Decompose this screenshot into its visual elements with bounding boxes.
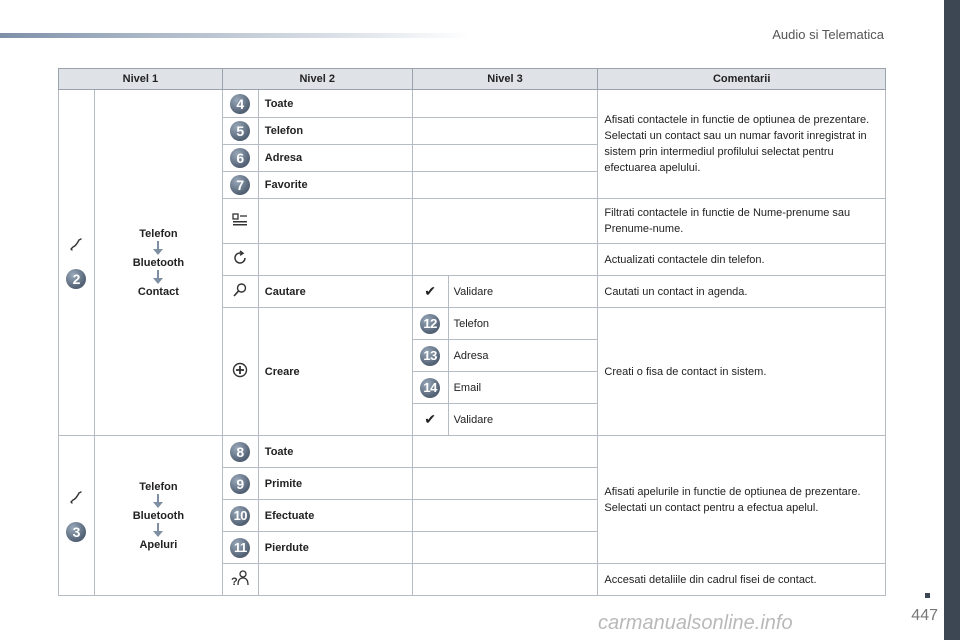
option-toate: Toate — [258, 436, 412, 468]
contact-card-sort-icon — [232, 218, 248, 230]
step-badge: 3 — [66, 522, 86, 542]
path-bluetooth: Bluetooth — [132, 509, 185, 522]
comment-details: Accesati detaliile din cadrul fisei de contact. — [598, 564, 886, 596]
menu-table — [58, 68, 886, 596]
comment-search: Cautati un contact in agenda. — [598, 276, 886, 308]
arrow-down-icon — [153, 270, 163, 284]
add-circle-icon — [232, 369, 248, 381]
comment-text: Afisati apelurile in functie de optiunea de prezentare. Selectati un contact pentru a efectua apelul. — [604, 485, 861, 514]
option-create-adresa: Adresa — [448, 340, 598, 372]
level1-contacts-cell — [59, 90, 95, 436]
refresh-icon — [232, 257, 248, 269]
table-header-row — [59, 69, 886, 90]
comment-contacts-display — [598, 90, 886, 199]
option-validare: Validare — [448, 276, 598, 308]
option-pierdute: Pierdute — [258, 532, 412, 564]
step-badge: 10 — [230, 506, 250, 526]
calls-path — [94, 436, 222, 596]
option-adresa: Adresa — [258, 145, 412, 172]
watermark: carmanualsonline.info — [598, 612, 793, 634]
header-nivel-3: Nivel 3 — [412, 69, 598, 90]
comment-create: Creati o fisa de contact in sistem. — [598, 308, 886, 436]
step-badge: 7 — [230, 175, 250, 195]
step-badge: 9 — [230, 474, 250, 494]
table-row — [59, 436, 886, 468]
option-creare: Creare — [258, 308, 412, 436]
path-telefon: Telefon — [139, 227, 178, 240]
header-gradient-bar — [0, 33, 470, 38]
page-side-tab — [944, 0, 960, 640]
path-contact: Contact — [137, 285, 179, 298]
svg-text:?: ? — [231, 576, 239, 587]
table-row — [59, 90, 886, 118]
phone-icon — [60, 236, 93, 255]
header-comentarii: Comentarii — [598, 69, 886, 90]
continue-marker — [925, 593, 930, 598]
step-badge: 4 — [230, 94, 250, 114]
path-telefon: Telefon — [139, 480, 178, 493]
search-icon — [232, 289, 248, 301]
arrow-down-icon — [153, 494, 163, 508]
header-nivel-1: Nivel 1 — [59, 69, 223, 90]
option-cautare: Cautare — [258, 276, 412, 308]
step-badge: 11 — [230, 538, 250, 558]
comment-filter: Filtrati contactele in functie de Nume-prenume sau Prenume-nume. — [598, 199, 886, 244]
phone-icon — [60, 489, 93, 508]
step-badge: 12 — [420, 314, 440, 334]
comment-refresh: Actualizati contactele din telefon. — [598, 244, 886, 276]
step-badge: 6 — [230, 148, 250, 168]
contacts-path — [94, 90, 222, 436]
page-number: 447 — [911, 607, 938, 624]
option-favorite: Favorite — [258, 172, 412, 199]
option-telefon: Telefon — [258, 118, 412, 145]
arrow-down-icon — [153, 241, 163, 255]
contact-details-icon — [230, 578, 250, 590]
option-efectuate: Efectuate — [258, 500, 412, 532]
step-badge: 14 — [420, 378, 440, 398]
checkmark-icon: ✔ — [424, 283, 436, 299]
header-nivel-2: Nivel 2 — [222, 69, 412, 90]
path-bluetooth: Bluetooth — [132, 256, 185, 269]
option-create-telefon: Telefon — [448, 308, 598, 340]
step-badge: 5 — [230, 121, 250, 141]
option-create-email: Email — [448, 372, 598, 404]
comment-calls-display — [598, 436, 886, 564]
option-create-validare: Validare — [448, 404, 598, 436]
option-primite: Primite — [258, 468, 412, 500]
comment-text: Afisati contactele in functie de optiunea de prezentare. Selectati un contact sau un numar favorit inregistrat in sistem prin intermediul profilului selectat pentru efectuarea apelului. — [604, 114, 870, 174]
option-toate: Toate — [258, 90, 412, 118]
arrow-down-icon — [153, 523, 163, 537]
checkmark-icon: ✔ — [424, 411, 436, 427]
path-apeluri: Apeluri — [139, 538, 178, 551]
step-badge: 8 — [230, 442, 250, 462]
step-badge: 13 — [420, 346, 440, 366]
level1-calls-cell — [59, 436, 95, 596]
page-section-title: Audio si Telematica — [772, 27, 884, 42]
step-badge: 2 — [66, 269, 86, 289]
